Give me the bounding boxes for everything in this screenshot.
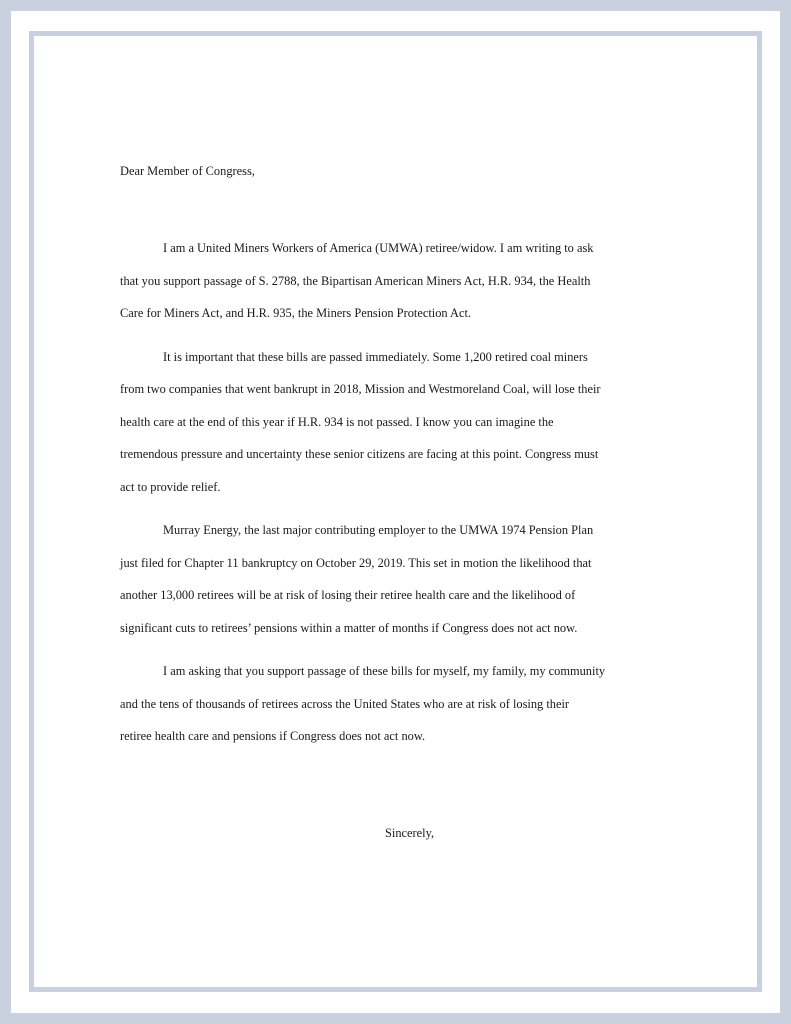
- paragraph-line: another 13,000 retirees will be at risk of losing their retiree health care and the likelihood of: [120, 588, 576, 602]
- paragraph-line: from two companies that went bankrupt in 2018, Mission and Westmoreland Coal, will lose their: [120, 382, 601, 396]
- paragraph-line: significant cuts to retirees’ pensions within a matter of months if Congress does not act now.: [120, 620, 578, 635]
- salutation: Dear Member of Congress,: [120, 164, 255, 178]
- paragraph-3: [120, 514, 672, 644]
- paragraph-line: I am a United Miners Workers of America (UMWA) retiree/widow. I am writing to ask: [163, 241, 594, 255]
- paragraph-line: act to provide relief.: [120, 479, 221, 494]
- paragraph-line: health care at the end of this year if H.R. 934 is not passed. I know you can imagine the: [120, 414, 554, 429]
- paragraph-2: [120, 341, 672, 504]
- paragraph-line: and the tens of thousands of retirees across the United States who are at risk of losing their: [120, 696, 570, 711]
- paragraph-line: that you support passage of S. 2788, the Bipartisan American Miners Act, H.R. 934, the Health: [120, 273, 591, 288]
- paragraph-4: [120, 655, 672, 753]
- closing: Sincerely,: [385, 826, 435, 840]
- letter-body: [120, 158, 672, 753]
- paragraph-line: Care for Miners Act, and H.R. 935, the Miners Pension Protection Act.: [120, 306, 472, 320]
- paragraph-1: [120, 232, 672, 330]
- paragraph-line: just filed for Chapter 11 bankruptcy on October 29, 2019. This set in motion the likelihood that: [120, 555, 592, 570]
- paragraph-line: retiree health care and pensions if Congress does not act now.: [120, 729, 426, 743]
- paragraph-line: I am asking that you support passage of these bills for myself, my family, my community: [163, 664, 606, 678]
- paragraph-line: It is important that these bills are passed immediately. Some 1,200 retired coal miners: [163, 349, 588, 364]
- paragraph-line: Murray Energy, the last major contributing employer to the UMWA 1974 Pension Plan: [163, 523, 594, 537]
- paragraph-line: tremendous pressure and uncertainty these senior citizens are facing at this point. Congress must: [120, 447, 599, 461]
